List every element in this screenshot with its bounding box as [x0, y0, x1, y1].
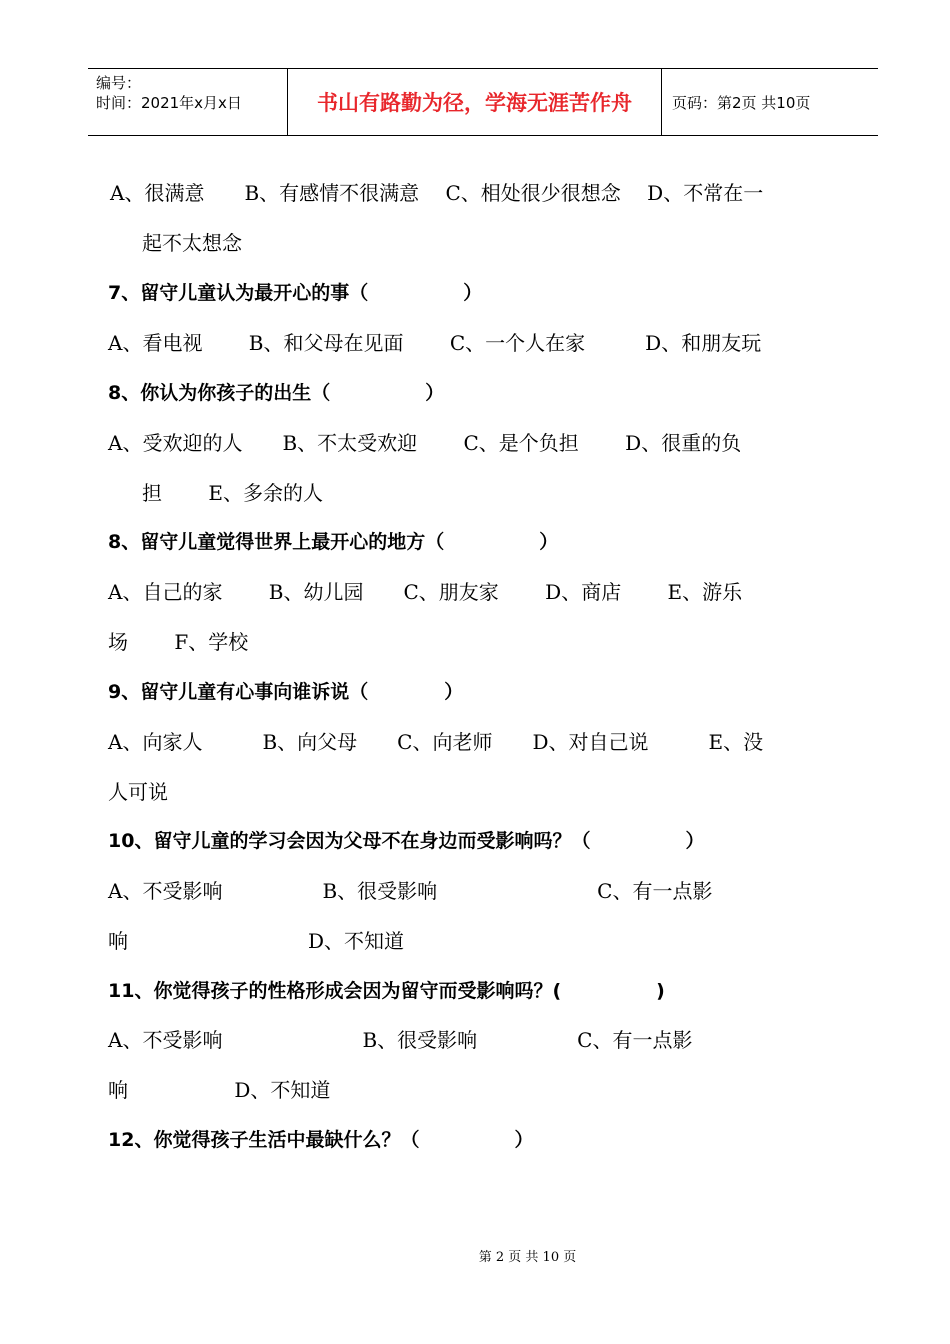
option-line: A、自己的家 B、幼儿园 C、朋友家 D、商店 E、游乐 — [108, 580, 743, 604]
option-line: 起不太想念 — [142, 231, 242, 255]
option-line: A、很满意 B、有感情不很满意 C、相处很少很想念 D、不常在一 — [110, 181, 764, 205]
question-line: 12、你觉得孩子生活中最缺什么？（ ） — [108, 1129, 534, 1151]
question-line: 9、留守儿童有心事向谁诉说（ ） — [108, 681, 464, 703]
option-line: A、不受影响 B、很受影响 C、有一点影 — [108, 1028, 693, 1052]
page-label: 页码：第2页 共10页 — [672, 93, 811, 112]
page-header — [88, 68, 878, 136]
header-motto — [288, 69, 662, 135]
option-line: 响 D、不知道 — [108, 929, 405, 953]
option-line: A、受欢迎的人 B、不太受欢迎 C、是个负担 D、很重的负 — [108, 431, 742, 455]
option-line: 担 E、多余的人 — [142, 481, 323, 505]
question-line: 7、留守儿童认为最开心的事（ ） — [108, 282, 483, 304]
option-line: 场 F、学校 — [108, 630, 249, 654]
question-line: 10、留守儿童的学习会因为父母不在身边而受影响吗？（ ） — [108, 830, 705, 852]
option-line: A、看电视 B、和父母在见面 C、一个人在家 D、和朋友玩 — [108, 331, 762, 355]
question-line: 8、留守儿童觉得世界上最开心的地方（ ） — [108, 531, 559, 553]
option-line: 人可说 — [108, 780, 168, 804]
number-label: 编号： — [96, 74, 142, 92]
motto-text: 书山有路勤为径，学海无涯苦作舟 — [317, 91, 632, 115]
option-line: A、不受影响 B、很受影响 C、有一点影 — [108, 879, 713, 903]
option-line: A、向家人 B、向父母 C、向老师 D、对自己说 E、没 — [108, 730, 764, 754]
page-footer: 第 2 页 共 10 页 — [478, 1250, 577, 1265]
time-label: 时间：2021年x月x日 — [96, 94, 242, 112]
header-meta — [88, 69, 288, 135]
header-page — [662, 69, 878, 135]
question-line: 11、你觉得孩子的性格形成会因为留守而受影响吗？( ) — [108, 980, 665, 1002]
question-line: 8、你认为你孩子的出生（ ） — [108, 382, 445, 404]
option-line: 响 D、不知道 — [108, 1078, 331, 1102]
